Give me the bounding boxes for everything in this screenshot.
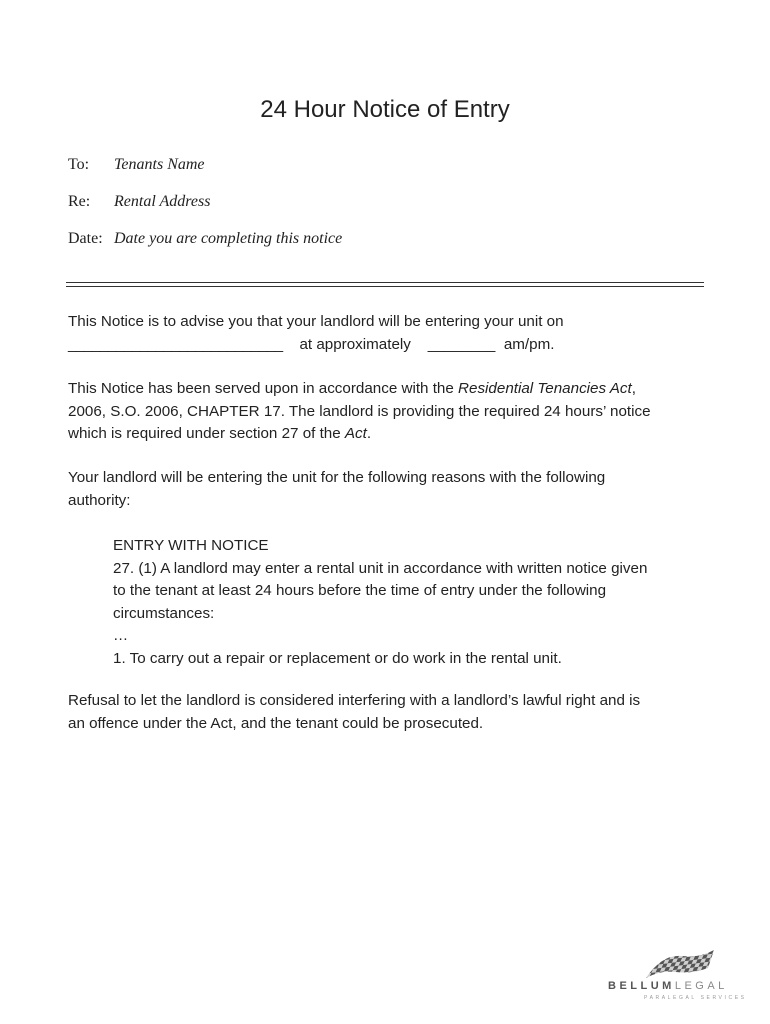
act-name: Residential Tenancies Act <box>458 380 632 397</box>
reasons-line-1: Your landlord will be entering the unit for the following reasons with the following <box>68 469 606 486</box>
to-value: Tenants Name <box>114 156 205 173</box>
bellum-legal-logo <box>608 948 758 1008</box>
paragraph-reasons <box>68 467 718 512</box>
act-line-2: 2006, S.O. 2006, CHAPTER 17. The landlord is providing the required 24 hours’ notice <box>68 402 651 420</box>
logo-wordmark <box>608 980 728 992</box>
act-line-3-end: . <box>366 425 372 442</box>
act-short-name: Act <box>344 425 367 442</box>
at-approximately-text: at approximately <box>299 335 411 353</box>
act-line-1-end: , <box>631 380 636 397</box>
quote-line-1: 27. (1) A landlord may enter a rental unit in accordance with written notice given <box>113 559 648 577</box>
logo-brand-bold: BELLUM <box>608 980 675 992</box>
quote-item-1: 1. To carry out a repair or replacement or do work in the rental unit. <box>113 649 562 667</box>
document-title: 24 Hour Notice of Entry <box>260 96 510 123</box>
double-rule-divider <box>66 282 704 287</box>
logo-brand-light: LEGAL <box>674 980 728 992</box>
date-value: Date you are completing this notice <box>114 230 343 247</box>
act-line-3-text: which is required under section 27 of the <box>68 425 345 442</box>
paragraph-act <box>68 378 718 446</box>
entry-time-blank: ________ <box>427 335 496 353</box>
re-row <box>68 193 210 211</box>
entry-intro-line: This Notice is to advise you that your landlord will be entering your unit on <box>68 313 564 330</box>
act-line-1 <box>68 378 718 401</box>
quote-line-3: circumstances: <box>113 604 215 622</box>
to-row <box>68 156 205 174</box>
paragraph-refusal <box>68 690 718 735</box>
quote-heading: ENTRY WITH NOTICE <box>113 537 269 554</box>
quote-line-2: to the tenant at least 24 hours before the time of entry under the following <box>113 582 607 599</box>
reasons-line-2: authority: <box>68 491 131 509</box>
checkered-flag-icon <box>642 948 718 982</box>
refusal-line-2: an offence under the Act, and the tenant could be prosecuted. <box>68 714 484 732</box>
entry-date-blank: ___________________________ <box>68 335 283 353</box>
act-line-3 <box>68 423 718 446</box>
logo-tagline: PARALEGAL SERVICES <box>644 995 747 1001</box>
quote-ellipsis: … <box>113 627 129 644</box>
quoted-authority <box>113 535 723 670</box>
refusal-line-1: Refusal to let the landlord is considered interfering with a landlord’s lawful right and is <box>68 692 641 709</box>
re-label: Re: <box>68 193 91 210</box>
act-line-1-text: This Notice has been served upon in accordance with the <box>68 380 459 397</box>
to-label: To: <box>68 156 90 173</box>
re-value: Rental Address <box>114 193 211 210</box>
date-row <box>68 230 342 248</box>
date-label: Date: <box>68 230 103 247</box>
entry-blanks-line <box>68 334 718 357</box>
paragraph-entry-date <box>68 311 718 356</box>
ampm-text: am/pm. <box>503 335 555 353</box>
